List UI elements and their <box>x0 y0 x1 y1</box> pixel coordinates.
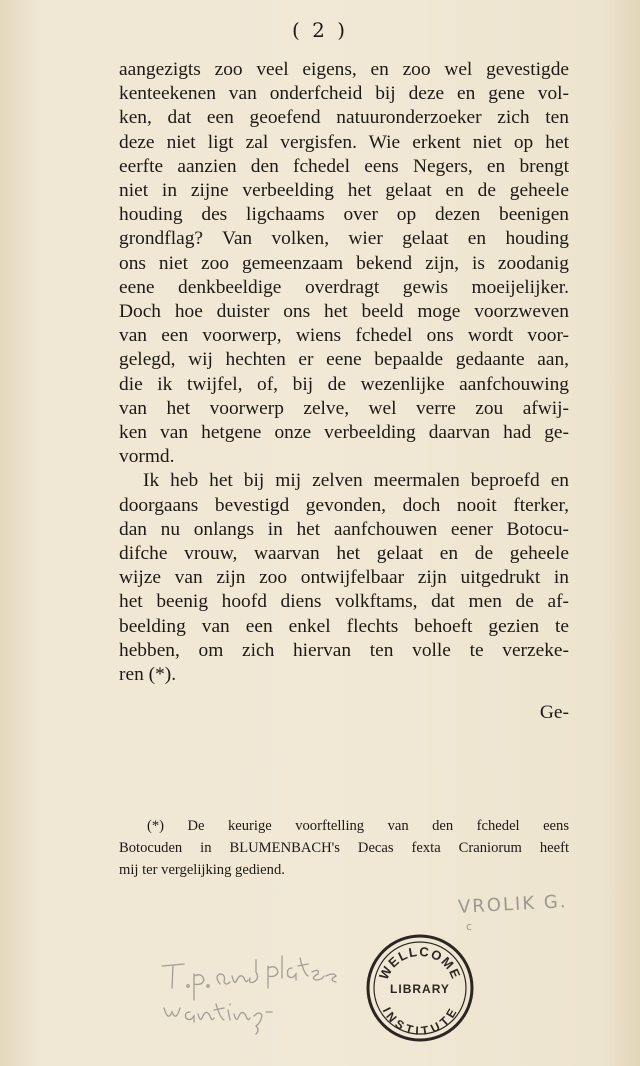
text-line: dan nu onlangs in het aanfchouwen eener Botocu- <box>119 518 569 540</box>
text-line: eerfte aanzien den fchedel eens Negers, en brengt <box>119 155 569 177</box>
footnote-line: Botocuden in BLUMENBACH's Decas fexta Craniorum heeft <box>119 840 569 856</box>
footnote-line: mij ter vergelijking gediend. <box>119 862 285 878</box>
text-line: houding des ligchaams over op dezen beenigen <box>119 204 569 226</box>
text-line: grondflag? Van volken, wier gelaat en houding <box>119 228 569 250</box>
footnote-line: (*) De keurige voorftelling van den fchedel eens <box>147 818 569 834</box>
stamp-center-text: LIBRARY <box>390 982 450 996</box>
text-line: ken, dat een geoefend natuuronderzoeker zich ten <box>119 107 569 129</box>
library-stamp <box>364 932 476 1044</box>
pencil-letter: c <box>466 920 473 933</box>
text-line: difche vrouw, waarvan het gelaat en de geheele <box>119 543 569 565</box>
pencil-shelfmark: VROLIK G. <box>457 891 569 918</box>
text-line: eene denkbeeldige overdragt gewis moeijelijker. <box>119 276 569 298</box>
text-line: aangezigts zoo veel eigens, en zoo wel gevestigde <box>119 59 569 80</box>
text-line: niet in zijne verbeelding het gelaat en de geheele <box>119 180 569 202</box>
text-line: van het voorwerp zelve, wel verre zou afwij- <box>119 397 569 419</box>
main-text <box>119 58 569 725</box>
text-line: vormd. <box>119 446 175 468</box>
footnote <box>119 815 569 881</box>
text-line: ken van hetgene onze verbeelding daarvan had ge- <box>119 422 569 444</box>
pencil-handwritten-note <box>150 938 360 1038</box>
text-line: gelegd, wij hechten er eene bepaalde gedaante aan, <box>119 349 569 371</box>
text-line: kenteekenen van onderfcheid bij deze en gene vol- <box>119 83 569 105</box>
catchword: Ge- <box>539 702 569 724</box>
text-line: ren (*). <box>119 664 177 686</box>
text-line: doorgaans bevestigd gevonden, doch nooit fterker, <box>119 494 569 516</box>
text-line: hebben, om zich hiervan ten volle te verzeke- <box>119 639 569 661</box>
stamp-top-text: WELLCOME <box>375 943 464 982</box>
paragraph-start-line: Ik heb het bij mij zelven meermalen beproefd en <box>143 470 569 492</box>
svg-text:WELLCOME <box>376 944 464 982</box>
stamp-bottom-text: INSTITUTE <box>379 1005 461 1038</box>
text-line: van een voorwerp, wiens fchedel ons wordt voor- <box>119 325 569 347</box>
page-number: ( 2 ) <box>291 18 349 42</box>
text-line: Doch hoe duister ons het beeld moge voorzweven <box>119 301 569 323</box>
text-line: ons niet zoo gemeenzaam bekend zijn, is zoodanig <box>119 252 569 274</box>
text-line: wijze van zijn zoo ontwijfelbaar zijn uitgedrukt in <box>119 567 569 589</box>
text-line: het beenig hoofd diens volkftams, dat men de af- <box>119 591 569 613</box>
text-line: beelding van een enkel flechts behoeft gezien te <box>119 615 569 637</box>
spacer <box>119 687 569 701</box>
text-line: deze niet ligt zal vergisfen. Wie erkent niet op het <box>119 131 569 153</box>
text-line: die ik twijfel, of, bij de wezenlijke aanfchouwing <box>119 373 569 395</box>
